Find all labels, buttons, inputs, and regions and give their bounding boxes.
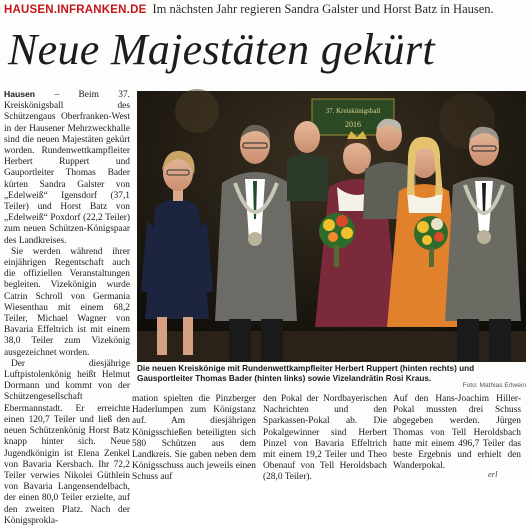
paragraph-pistole: Der diesjährige Luftpistolenkönig heißt Helmut Dormann und kommt von der Schützengesellschaft Ebermannstadt. Er erreichte einen 120,7 Teiler und ließ den neuen Schützenkönig Horst Batz knapp hinter sich. Neue Jugendkönigin ist Elena Zenkel von Bavaria Kersbach. Ihr 72,2 Teiler verwies Nikolei Güthlein von Bavaria Langensendelbach, der einen 80,0 Teiler erzielte, auf den zweiten Platz. Nach der Königsprokla-: [4, 358, 130, 526]
dateline: Hausen: [4, 89, 36, 99]
author-signature: erl: [488, 469, 498, 479]
subheadline: Im nächsten Jahr regieren Sandra Galster und Horst Batz in Hausen.: [152, 2, 494, 16]
headline: Neue Majestäten gekürt: [8, 25, 435, 74]
paragraph-col2: mation spielten die Pinzberger Haderlumpen zum Königstanz auf. Am diesjährigen Königsschießen beteiligten sich 580 Schützen aus dem Landkreis. Sie gaben neben dem Königsschuss auch jeweils einen Schuss auf: [132, 394, 256, 483]
group-photo: [137, 91, 526, 362]
intro-text: – Beim 37. Kreiskönigsball des Schützengaus Oberfranken-West in der Hausener Mehrzweckhalle sind die neuen Majestäten gekürt worden. Rundenwettkampfleiter Herbert Ruppert und Gauportleiter Thomas Bader kürten Sandra Galster von „Edelweiß“ Igensdorf (37,1 Teiler) und Horst Batz von „Edelweiß“ Poxdorf (22,2 Teiler) zum neuen Schützen-Königspaar des Landkreises.: [4, 90, 130, 246]
paragraph-intro: [4, 89, 130, 247]
paragraph-col3: den Pokal der Nordbayerischen Nachrichten und den Sparkassen-Pokal ab. Die Pokalgewinner sind Herbert Pinzel von Bavaria Effeltrich mit einem 19,2 Teiler und Theo Obenauf von Tell Heroldsbach (28,0 Teiler).: [263, 394, 387, 483]
photo-caption: Die neuen Kreiskönige mit Rundenwettkampfleiter Herbert Ruppert (hinten rechts) und Gausportleiter Thomas Bader (hinten links) sowie Vizelandrätin Rosi Kraus.: [137, 364, 475, 383]
article-column-1: [4, 89, 130, 527]
article-column-2: [132, 394, 256, 484]
paragraph-vize: Sie werden während ihrer einjährigen Regentschaft auch die offiziellen Veranstaltungen begleiten. Vizekönigin wurde Catrin Schroll von Germania Wiesenthau mit einem 68,2 Teiler, Michael Wagner von Bavaria Effeltrich ist mit einem 38,0 Teiler zum Vizekönig ausgezeichnet worden.: [4, 246, 130, 358]
banner-text-line1: 37. Kreiskönigsball: [325, 107, 381, 115]
kicker-line: [4, 2, 494, 17]
banner-text-line2: 2016: [345, 120, 361, 129]
paragraph-col4: Auf den Hans-Joachim Hiller-Pokal mussten drei Schuss abgegeben werden. Jürgen Thomas von Tell Heroldsbach hatte mit einem 496,7 Teiler das beste Ergebnis und erhielt den Wanderpokal.: [393, 394, 521, 472]
article-column-3: [263, 394, 387, 484]
brand-logo-text[interactable]: HAUSEN.INFRANKEN.DE: [4, 4, 147, 16]
photo-credit: Foto: Mathias Erlwein: [462, 382, 526, 389]
article-column-4: [393, 394, 521, 472]
